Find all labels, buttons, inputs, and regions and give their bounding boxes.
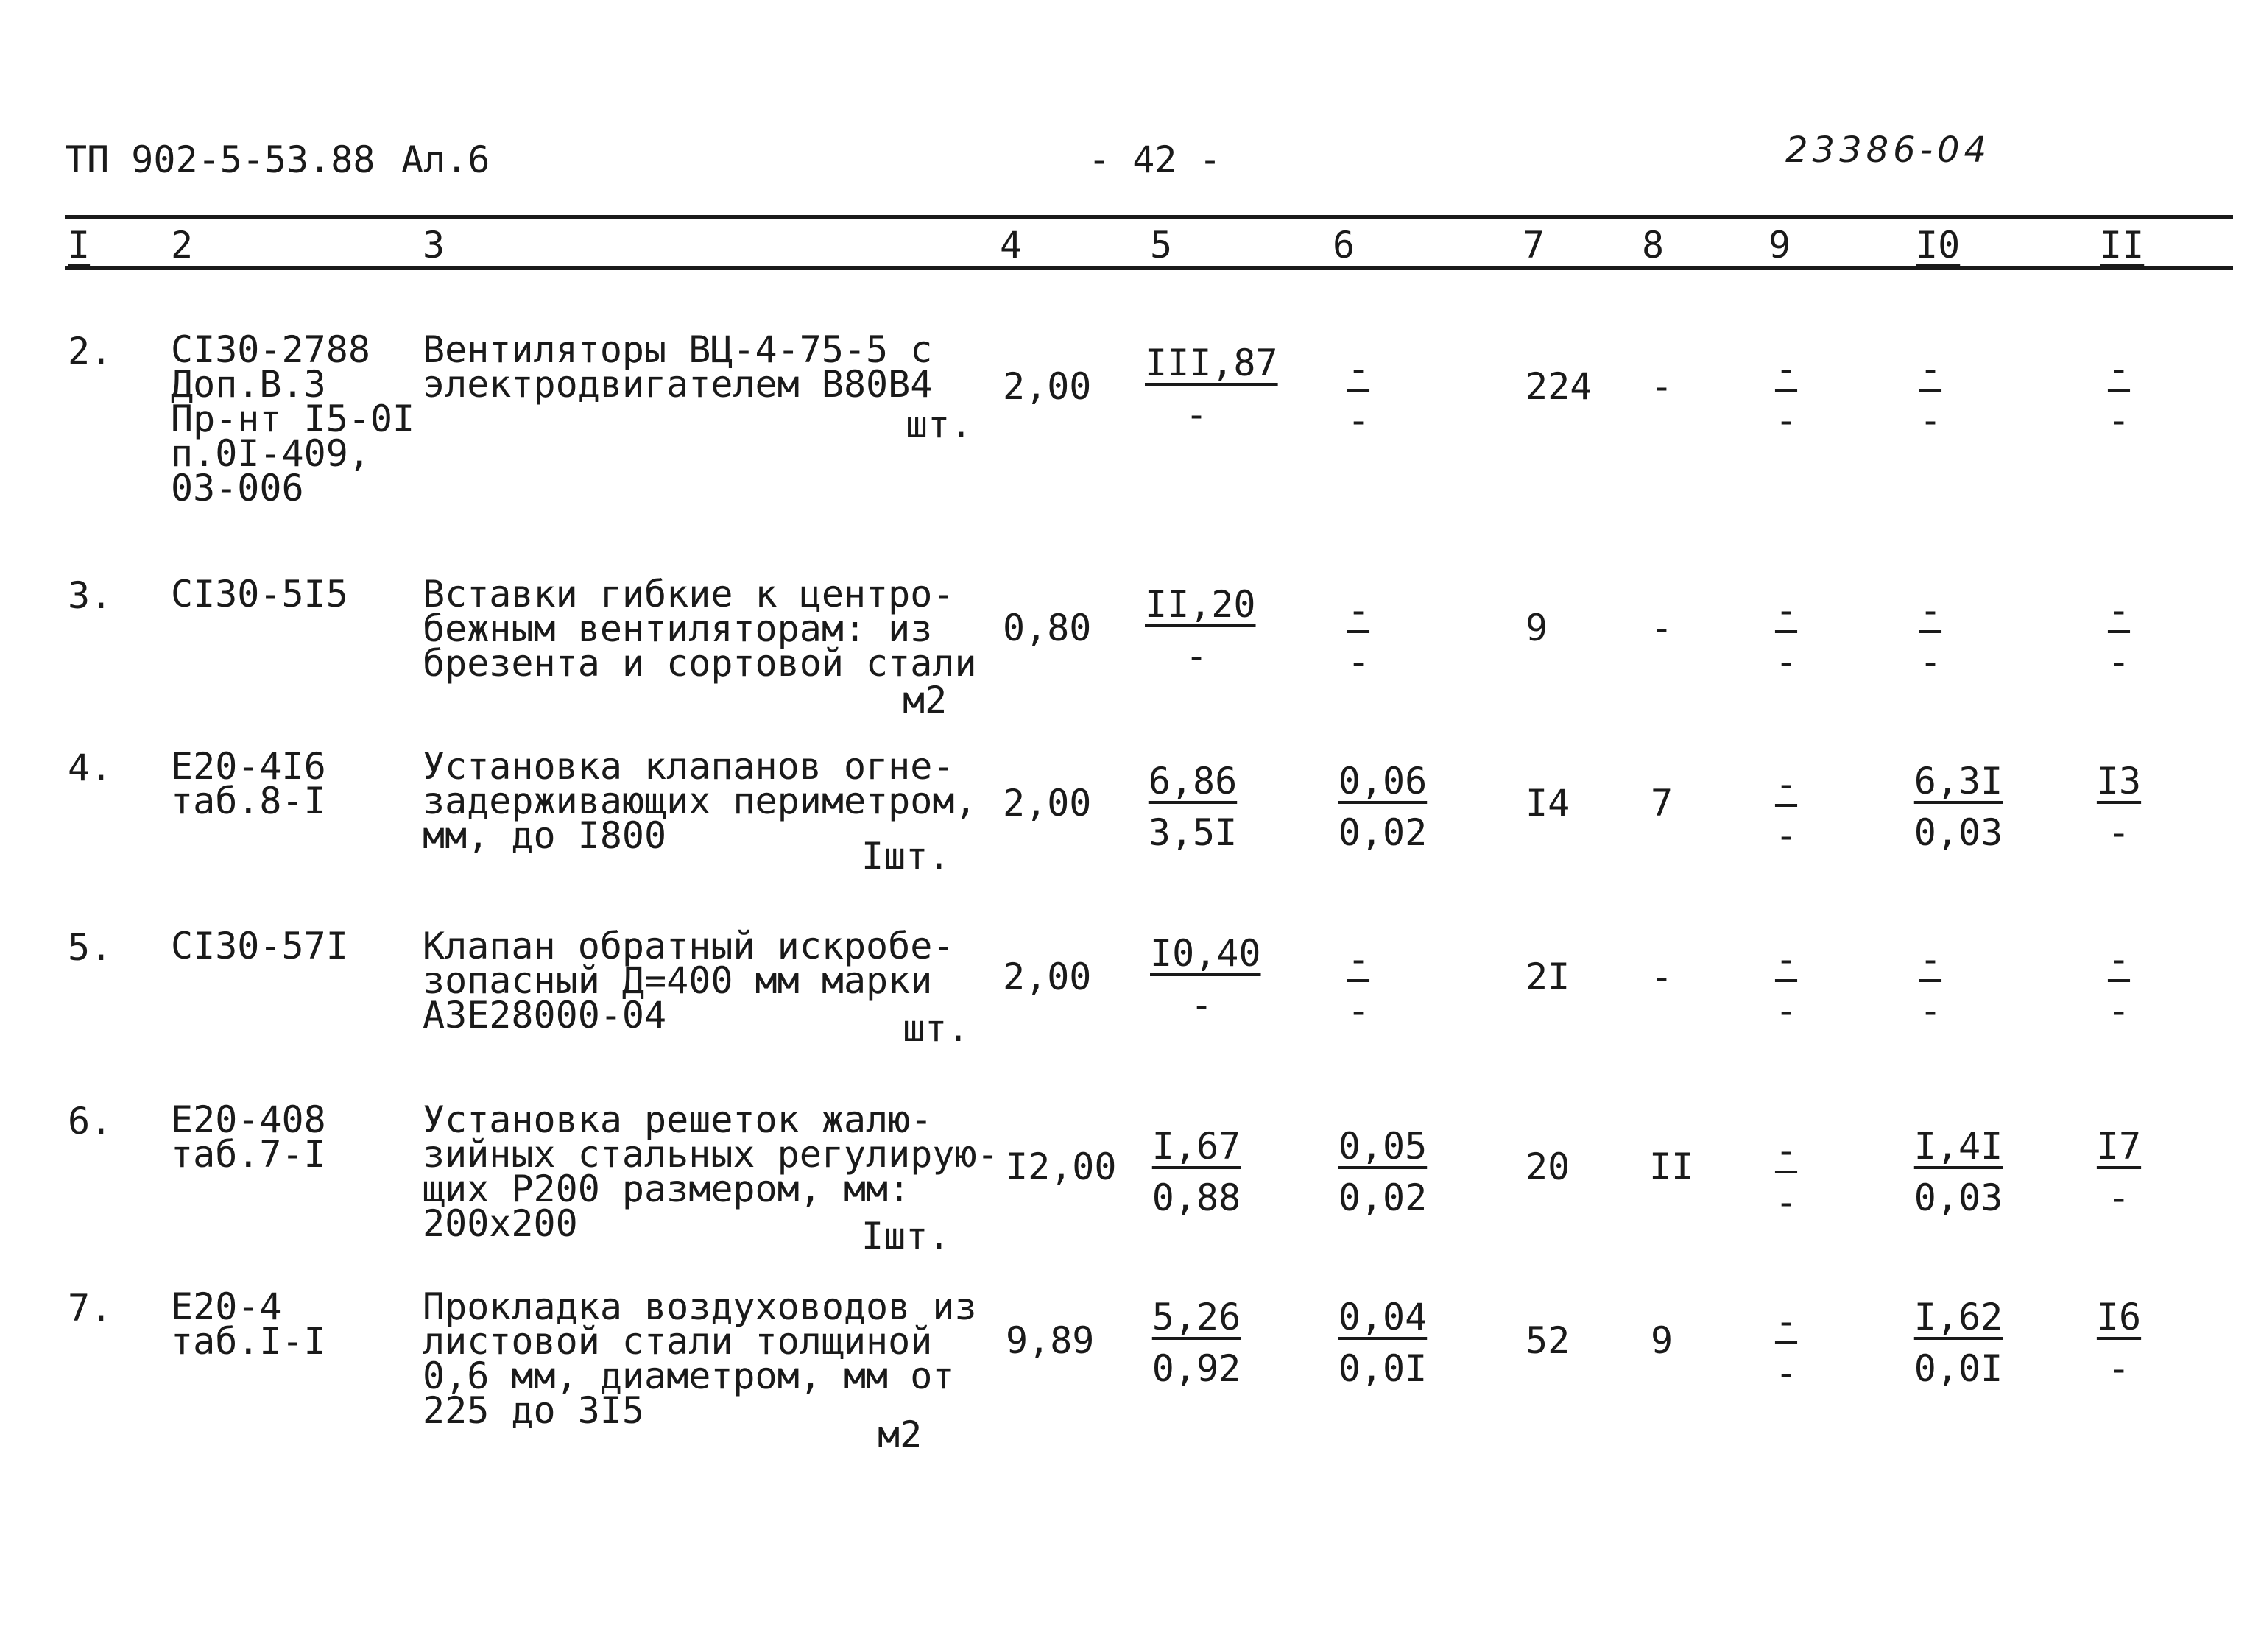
fraction-bottom: - [1774, 1352, 1798, 1394]
fraction-top: - [2107, 938, 2131, 981]
fraction-bottom: 0,02 [1338, 811, 1428, 854]
col9-fraction [1735, 347, 1838, 442]
col8-value: - [1651, 365, 1673, 408]
quantity: 2,00 [1003, 365, 1092, 408]
fraction-top: 0,04 [1338, 1296, 1428, 1338]
col10-fraction [1879, 347, 1982, 442]
unit-of-measure: Iшт. [861, 835, 950, 878]
fraction-top: 0,06 [1338, 760, 1428, 802]
description-line: 225 до 3I5 [423, 1389, 645, 1432]
fraction-top: I6 [2096, 1296, 2142, 1338]
fraction-top: - [1774, 347, 1798, 390]
fraction-bottom: - [2107, 1176, 2131, 1219]
fraction-bottom: 0,03 [1913, 1176, 2003, 1219]
description-line: зопасный Д=400 мм марки [423, 959, 933, 1002]
col5-fraction [1150, 932, 1261, 1026]
rate-code-line: Е20-4 [171, 1285, 282, 1328]
fraction-top: - [1919, 347, 1942, 390]
col5-fraction [1145, 342, 1278, 436]
col9-fraction [1735, 1129, 1838, 1224]
row-number: 5. [68, 926, 113, 969]
fraction-bottom: - [2107, 811, 2131, 854]
col8-value: 9 [1651, 1319, 1673, 1362]
column-header-1: I [68, 224, 91, 266]
column-header-7: 7 [1523, 224, 1545, 266]
fraction-bottom: - [1919, 640, 1942, 683]
fraction-top: - [1347, 589, 1370, 632]
row-number: 3. [68, 574, 113, 617]
col7-value: 9 [1525, 607, 1548, 649]
fraction-bottom: - [1347, 399, 1370, 442]
fraction-bottom: - [2107, 640, 2131, 683]
quantity: 0,80 [1003, 607, 1092, 649]
rate-code-line: 03-006 [171, 467, 304, 509]
col6-fraction [1307, 589, 1410, 683]
column-header-6: 6 [1333, 224, 1355, 266]
col7-value: 52 [1525, 1319, 1570, 1362]
row-number: 7. [68, 1287, 113, 1330]
unit-of-measure: шт. [906, 403, 973, 446]
rate-code-line: СI30-2788 [171, 328, 370, 371]
document-designation: ТП 902-5-53.88 [65, 138, 375, 181]
rate-code-line: п.0I-409, [171, 432, 370, 475]
fraction-bottom: 0,02 [1338, 1176, 1428, 1219]
fraction-top: 5,26 [1151, 1296, 1241, 1338]
col10-fraction [1879, 938, 1982, 1032]
description-line: листовой стали толщиной [423, 1320, 933, 1363]
col6-fraction [1331, 1125, 1434, 1219]
col5-fraction [1145, 1296, 1248, 1390]
column-header-3: 3 [423, 224, 445, 266]
col9-fraction [1735, 1300, 1838, 1394]
rate-code [171, 328, 415, 509]
col6-fraction [1331, 760, 1434, 854]
rate-code [171, 745, 326, 822]
description-line: Установка клапанов огне- [423, 745, 955, 788]
fraction-bottom: - [1919, 989, 1942, 1032]
description-line: Вставки гибкие к центро- [423, 573, 955, 615]
column-header-11: II [2100, 224, 2145, 266]
fraction-top: - [1347, 938, 1370, 981]
col11-fraction [2067, 347, 2170, 442]
description-line: электродвигателем В80В4 [423, 363, 933, 406]
description-line: 0,6 мм, диаметром, мм от [423, 1355, 955, 1397]
unit-of-measure: Iшт. [861, 1215, 950, 1257]
fraction-bottom: - [2107, 1347, 2131, 1390]
column-header-4: 4 [1000, 224, 1023, 266]
row-number: 6. [68, 1100, 113, 1143]
row-number: 4. [68, 746, 113, 789]
fraction-top: I0,40 [1150, 932, 1261, 975]
fraction-top: I,67 [1151, 1125, 1241, 1168]
fraction-top: 0,05 [1338, 1125, 1428, 1168]
work-description [423, 573, 977, 685]
col6-fraction [1307, 347, 1410, 442]
col8-value: - [1651, 607, 1673, 649]
fraction-bottom: - [2107, 989, 2131, 1032]
fraction-bottom: 3,5I [1148, 811, 1238, 854]
rate-code [171, 1098, 326, 1176]
fraction-bottom: - [1919, 399, 1942, 442]
col9-fraction [1735, 938, 1838, 1032]
col9-fraction [1735, 763, 1838, 857]
rate-code-line: Пр-нт I5-0I [171, 398, 415, 440]
col7-value: 2I [1525, 956, 1570, 998]
fraction-bottom: - [1185, 393, 1208, 436]
col11-fraction [2067, 938, 2170, 1032]
col5-fraction [1145, 1125, 1248, 1219]
rate-code [171, 573, 348, 615]
fraction-bottom: 0,0I [1338, 1347, 1428, 1390]
column-header-9: 9 [1768, 224, 1791, 266]
header-top-rule [65, 215, 2233, 219]
fraction-bottom: - [1347, 989, 1370, 1032]
handwritten-inventory-number: 23386-04 [1785, 130, 1992, 171]
fraction-bottom: - [1774, 1181, 1798, 1224]
col5-fraction [1141, 760, 1244, 854]
rate-code [171, 925, 348, 967]
rate-code-line: Доп.В.3 [171, 363, 326, 406]
fraction-bottom: - [1774, 399, 1798, 442]
unit-of-measure: м2 [903, 679, 948, 721]
col10-fraction [1879, 589, 1982, 683]
col10-fraction [1907, 1296, 2010, 1390]
col8-value: II [1649, 1146, 1694, 1188]
fraction-bottom: - [1190, 984, 1213, 1026]
column-header-10: I0 [1916, 224, 1961, 266]
col8-value: - [1651, 956, 1673, 998]
rate-code-line: таб.I-I [171, 1320, 326, 1363]
fraction-bottom: - [2107, 399, 2131, 442]
fraction-top: I,62 [1913, 1296, 2003, 1338]
fraction-bottom: 0,92 [1151, 1347, 1241, 1390]
col10-fraction [1907, 1125, 2010, 1219]
fraction-top: - [1774, 1129, 1798, 1172]
quantity: 2,00 [1003, 782, 1092, 825]
fraction-top: 6,86 [1148, 760, 1238, 802]
description-line: 200х200 [423, 1202, 578, 1245]
fraction-bottom: 0,03 [1913, 811, 2003, 854]
description-line: Установка решеток жалю- [423, 1098, 933, 1141]
fraction-bottom: - [1774, 814, 1798, 857]
header-bottom-rule [65, 266, 2233, 270]
quantity: 2,00 [1003, 956, 1092, 998]
quantity: 9,89 [1006, 1319, 1095, 1362]
col11-fraction [2067, 1296, 2170, 1390]
rate-code-line: Е20-408 [171, 1098, 326, 1141]
fraction-top: - [2107, 589, 2131, 632]
fraction-bottom: - [1774, 989, 1798, 1032]
fraction-top: - [1919, 938, 1942, 981]
col7-value: 224 [1525, 365, 1592, 408]
rate-code-line: таб.7-I [171, 1133, 326, 1176]
page-number: - 42 - [1088, 138, 1221, 181]
description-line: щих Р200 размером, мм: [423, 1168, 911, 1210]
fraction-top: II,20 [1145, 583, 1256, 626]
fraction-bottom: - [1347, 640, 1370, 683]
description-line: Прокладка воздуховодов из [423, 1285, 977, 1328]
column-header-8: 8 [1642, 224, 1665, 266]
fraction-top: I3 [2096, 760, 2142, 802]
col5-fraction [1145, 583, 1256, 677]
description-line: задерживающих периметром, [423, 780, 977, 822]
fraction-top: I,4I [1913, 1125, 2003, 1168]
fraction-top: - [1774, 589, 1798, 632]
fraction-top: - [1774, 1300, 1798, 1343]
fraction-top: - [2107, 347, 2131, 390]
fraction-top: - [1347, 347, 1370, 390]
description-line: Вентиляторы ВЦ-4-75-5 с [423, 328, 933, 371]
col7-value: 20 [1525, 1146, 1570, 1188]
rate-code-line: таб.8-I [171, 780, 326, 822]
album-number: Ал.6 [401, 138, 490, 181]
description-line: А3Е28000-04 [423, 994, 667, 1037]
col11-fraction [2067, 589, 2170, 683]
description-line: Клапан обратный искробе- [423, 925, 955, 967]
col8-value: 7 [1651, 782, 1673, 825]
description-line: зийных стальных регулирую- [423, 1133, 999, 1176]
fraction-bottom: 0,88 [1151, 1176, 1241, 1219]
rate-code-line: Е20-4I6 [171, 745, 326, 788]
fraction-top: I7 [2096, 1125, 2142, 1168]
rate-code-line: СI30-57I [171, 925, 348, 967]
col9-fraction [1735, 589, 1838, 683]
column-header-2: 2 [171, 224, 194, 266]
col10-fraction [1907, 760, 2010, 854]
fraction-top: - [1774, 938, 1798, 981]
unit-of-measure: шт. [903, 1007, 970, 1050]
col11-fraction [2067, 1125, 2170, 1219]
work-description [423, 328, 933, 406]
row-number: 2. [68, 330, 113, 373]
fraction-top: - [1919, 589, 1942, 632]
description-line: мм, до I800 [423, 814, 667, 857]
unit-of-measure: м2 [878, 1413, 923, 1456]
fraction-top: III,87 [1145, 342, 1278, 384]
fraction-bottom: - [1185, 635, 1208, 677]
description-line: бежным вентиляторам: из [423, 607, 933, 650]
quantity: I2,00 [1006, 1146, 1117, 1188]
col6-fraction [1331, 1296, 1434, 1390]
col7-value: I4 [1525, 782, 1570, 825]
fraction-bottom: - [1774, 640, 1798, 683]
col11-fraction [2067, 760, 2170, 854]
fraction-top: 6,3I [1913, 760, 2003, 802]
fraction-bottom: 0,0I [1913, 1347, 2003, 1390]
work-description [423, 1285, 977, 1432]
fraction-top: - [1774, 763, 1798, 805]
column-header-5: 5 [1150, 224, 1173, 266]
rate-code-line: СI30-5I5 [171, 573, 348, 615]
description-line: брезента и сортовой стали [423, 642, 977, 685]
col6-fraction [1307, 938, 1410, 1032]
rate-code [171, 1285, 326, 1363]
